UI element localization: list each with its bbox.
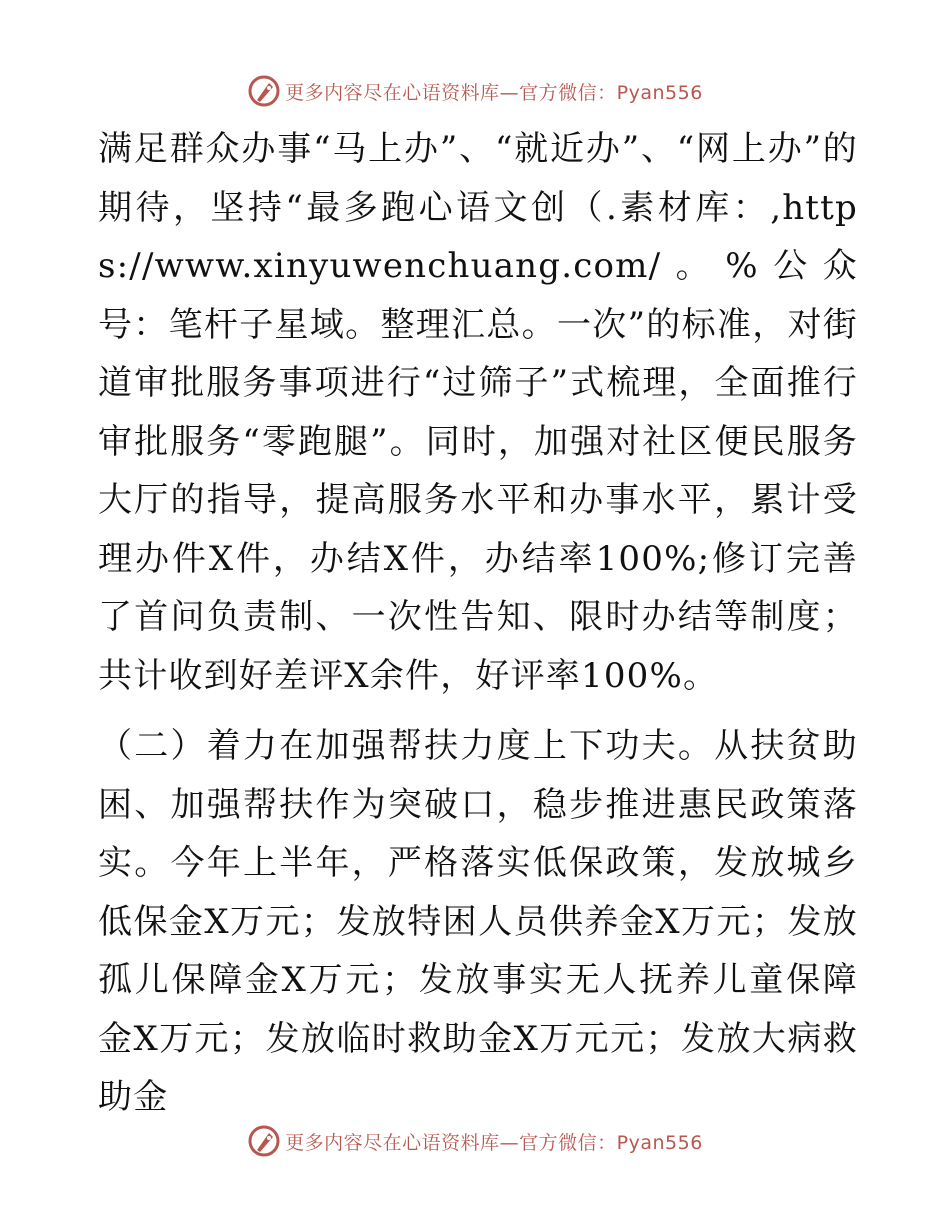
pen-nib-logo-icon: [247, 74, 281, 108]
watermark-text: 更多内容尽在心语资料库—官方微信：Pyan556: [285, 81, 703, 104]
body-paragraph: 满足群众办事“马上办”、“就近办”、“网上办”的期待，坚持“最多跑心语文创（.素材库：,https://www.xinyuwenchuang.com/。%公众号：笔杆子星域。整理汇总。一次”的标准，对街道审批服务事项进行“过筛子”式梳理，全面推行审批服务“零跑腿”。同时，加强对社区便民服务大厅的指导，提高服务水平和办事水平，累计受理办件X件，办结X件，办结率100%;修订完善了首问负责制、一次性告知、限时办结等制度；共计收到好差评X余件，好评率100%。: [98, 129, 858, 696]
pen-nib-logo-icon: [247, 1124, 281, 1158]
body-paragraph: （二）着力在加强帮扶力度上下功夫。从扶贫助困、加强帮扶作为突破口，稳步推进惠民政策落实。今年上半年，严格落实低保政策，发放城乡低保金X万元；发放特困人员供养金X万元；发放孤儿保障金X万元；发放事实无人抚养儿童保障金X万元；发放临时救助金X万元元；发放大病救助金: [98, 726, 858, 1117]
header-watermark: [0, 74, 950, 108]
watermark-text: 更多内容尽在心语资料库—官方微信：Pyan556: [285, 1131, 703, 1154]
document-body: [98, 120, 858, 1127]
footer-watermark: [0, 1124, 950, 1158]
